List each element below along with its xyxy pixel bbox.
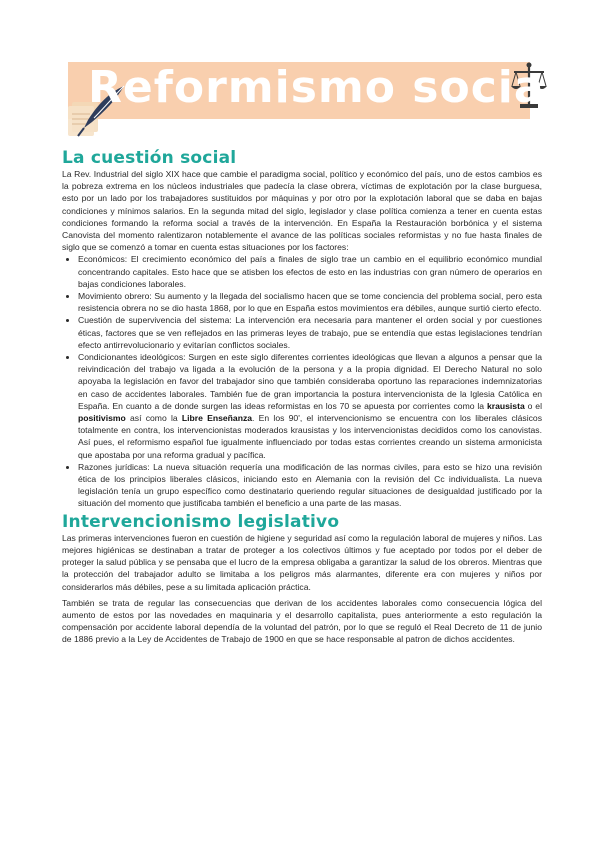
text-run: así como la bbox=[125, 413, 182, 424]
bold-term: krausista bbox=[486, 400, 525, 411]
paragraph: También se trata de regular las consecuencias que derivan de los accidentes laborales como consecuencia lógica del aumento de estos por las novedades en maquinaria y el desarrollo capitalista, pues anteriormente a esto regulación la compensación por accidente laboral dependía de la voluntad del patrón, por lo que se reguló el Real Decreto de 11 de junio de 1886 previo a la Ley de Accidentes de Trabajo de 1900 en que se hace responsable al patron de dichos accidentes. bbox=[62, 597, 542, 645]
factors-list bbox=[62, 253, 542, 509]
text-run: o el bbox=[524, 400, 542, 411]
section-heading-intervencionismo: Intervencionismo legislativo bbox=[62, 511, 340, 532]
list-item: • Cuestión de supervivencia del sistema: La intervención era necesaria para mantener el orden social y por cuestiones éticas, factores que se ven reflejados en las primeras leyes de trabajo, pue se entendía que estas legislaciones tendrían efecto antirrevolucionario y evitarían conflictos sociales. bbox=[78, 314, 542, 351]
document-body bbox=[62, 149, 542, 646]
list-item: • Económicos: El crecimiento económico del país a finales de siglo trae un cambio en el equilibrio económico mundial concentrando capitales. Esto hace que se atisben los efectos de esto en las industrias con gran número de operarios en bajas condiciones laborales. bbox=[78, 253, 542, 290]
text-run: . En los 90', el intervencionismo se encuentra con los liberales clásicos totalmente en contra, los intervencionistas moderados krausistas y los intervencionistas decididos como los canovistas. Así pues, el reformismo español fue igualmente influenciado por todas estas corrientes creando un sistema armonicista que apostaba por una reforma gradual y pacífica. bbox=[78, 413, 543, 460]
list-item bbox=[78, 351, 542, 461]
page-title: Reformismo social bbox=[88, 62, 561, 113]
section-heading-cuestion-social: La cuestión social bbox=[62, 148, 237, 168]
bold-term: positivismo bbox=[78, 413, 126, 424]
list-item: • Razones jurídicas: La nueva situación requería una modificación de las normas civiles, para esto se hizo una revisión ética de los principios liberales clásicos, iniciando esto en Alemania con la revisión del Cc individualista. La nueva legislación tenía un grupo específico como destinatario queriendo regular situaciones de desigualdad justificado por la situación del momento que justificaba también el beneficio a una parte de las masas. bbox=[78, 461, 542, 510]
text-run: Condicionantes ideológicos: Surgen en este siglo diferentes corrientes ideológicas que llevan a algunos a pensar que la reivindicación del trabajo va ligada a la evolución de la persona y a la propia dignidad. El Derecho Natural no solo apoyaba la legislación en favor del trabajador sino que también consideraba oportuno las reparaciones indemnizatorias en caso de accidentes laborales. También fue de gran importancia la postura intervencionista de la Iglesia Católica en España. En cuanto a de donde surgen las ideas reformistas en los 70 se apuesta por corrientes como la bbox=[78, 352, 542, 411]
list-item: • Movimiento obrero: Su aumento y la llegada del socialismo hacen que se tome conciencia del problema social, pero esta resistencia obrera no se dio hasta 1868, por lo que en España estos movimientos era débiles, aunque surtió cierto efecto. bbox=[78, 290, 542, 314]
bold-term: Libre Enseñanza bbox=[181, 413, 253, 424]
intro-paragraph: La Rev. Industrial del siglo XIX hace que cambie el paradigma social, político y económico del país, uno de estos cambios es la pobreza extrema en los núcleos industriales que padecía la clase obrera, víctimas de explotación por la clase burguesa, esto por un lado por los trabajadores sustituidos por máquinas y por otro por la explotación laboral que se daba en bajas condiciones y mínimos salarios. En la segunda mitad del siglo, legislador y clase política comienza a tener en cuenta estas condiciones formando la reforma social a través de la intervención. En España la Restauración borbónica y el sistema Canovista del momento ralentizaron notablemente el avance de las políticas sociales reformistas y no fue hasta finales de siglo que se comenzó a tomar en cuenta estas situaciones por los factores: bbox=[62, 169, 542, 253]
paragraph: Las primeras intervenciones fueron en cuestión de higiene y seguridad así como la regulación laboral de mujeres y niños. Las mejores higiénicas se destinaban a tratar de proteger a los colectivos últimos y fue aceptado por todos por el deber de proteger la salud pública y se pensaba que el lucro de la empresa obligaba a garantizar la salud de los obreros. Mientras que la protección del trabajador adulto se limitaba a los peligros más alarmantes, diferente era con mujeres y niños por considerarlos más débiles, pese a su limitada aplicación práctica. bbox=[62, 532, 542, 592]
